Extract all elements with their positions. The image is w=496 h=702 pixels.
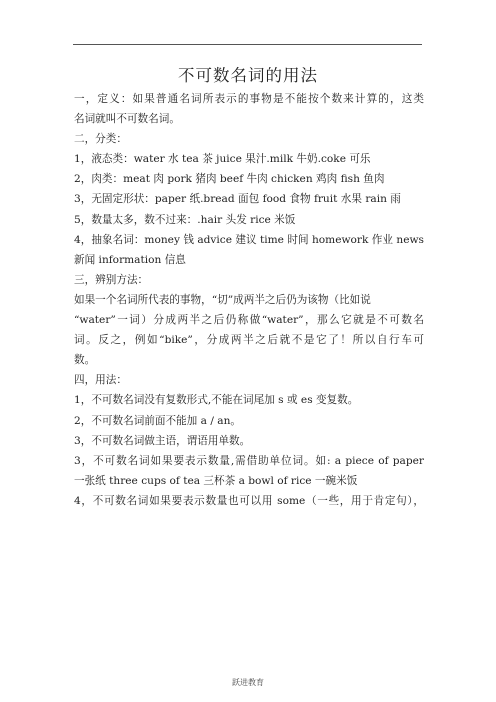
page-title: 不可数名词的用法: [178, 66, 318, 85]
text-line: 名词就叫不可数名词。: [74, 113, 180, 126]
page-footer: 跃进教育: [232, 678, 264, 687]
text-line: 2，肉类：meat 肉 pork 猪肉 beef 牛肉 chicken 鸡肉 fish 鱼肉: [74, 173, 385, 186]
text-line: 2，不可数名词前面不能加 a / an。: [74, 414, 241, 427]
text-line: 词。反之，例如“bike”，分成两半之后就不是它了！所以自行车可: [74, 334, 424, 347]
text-line: 三，辨别方法：: [74, 273, 149, 286]
header-rule: [73, 44, 422, 45]
text-line: 数。: [74, 354, 96, 367]
text-line: 3，不可数名词如果要表示数量,需借助单位词。如: a piece of paper: [74, 454, 424, 467]
text-line: 4，抽象名词：money 钱 advice 建议 time 时间 homework 作业 news: [74, 233, 424, 246]
text-line: 如果一个名词所代表的事物，“切”成两半之后仍为该物（比如说: [74, 293, 371, 306]
text-line: 4，不可数名词如果要表示数量也可以用 some（一些，用于肯定句），: [74, 494, 424, 507]
text-line: 一，定义：如果普通名词所表示的事物是不能按个数来计算的，这类: [74, 93, 424, 105]
document-body: [74, 89, 424, 511]
text-line: “water”一词）分成两半之后仍称做“water”，那么它就是不可数名: [74, 314, 424, 327]
text-line: 新闻 information 信息: [74, 253, 186, 266]
text-line: 1，液态类：water 水 tea 茶 juice 果汁.milk 牛奶.coke 可乐: [74, 153, 371, 166]
text-line: 3，不可数名词做主语，谓语用单数。: [74, 434, 251, 447]
text-line: 3，无固定形状：paper 纸.bread 面包 food 食物 fruit 水果 rain 雨: [74, 193, 401, 206]
text-line: 二，分类：: [74, 133, 127, 146]
text-line: 5，数量太多，数不过来：.hair 头发 rice 米饭: [74, 213, 296, 226]
text-line: 1，不可数名词没有复数形式,不能在词尾加 s 或 es 变复数。: [74, 394, 359, 407]
text-line: 四，用法：: [74, 374, 127, 387]
text-line: 一张纸 three cups of tea 三杯茶 a bowl of rice 一碗米饭: [74, 474, 358, 487]
